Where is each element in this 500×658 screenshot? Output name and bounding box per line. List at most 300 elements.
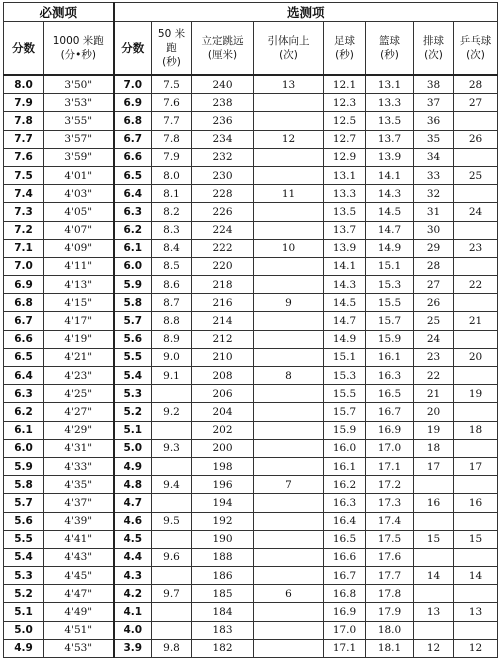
pull-up-cell: [254, 603, 324, 621]
header-score-right: 分数: [114, 22, 152, 76]
header-pull-up-text: 引体向上 (次): [267, 35, 310, 61]
pingpong-cell: [454, 585, 498, 603]
run50-cell: [152, 567, 192, 585]
pull-up-cell: 13: [254, 75, 324, 94]
pull-up-cell: [254, 512, 324, 530]
table-row: [4, 530, 498, 548]
run1000-cell: 4'29": [44, 421, 114, 439]
long-jump-cell: 234: [192, 130, 254, 148]
pingpong-cell: [454, 621, 498, 639]
column-header-row: [4, 22, 498, 76]
pingpong-cell: [454, 476, 498, 494]
long-jump-cell: 214: [192, 312, 254, 330]
run1000-cell: 4'53": [44, 639, 114, 657]
long-jump-cell: 238: [192, 94, 254, 112]
table-row: [4, 421, 498, 439]
pull-up-cell: [254, 567, 324, 585]
volleyball-cell: 18: [414, 439, 454, 457]
run1000-cell: 3'53": [44, 94, 114, 112]
long-jump-cell: 218: [192, 276, 254, 294]
run1000-cell: 4'33": [44, 457, 114, 475]
basketball-cell: 14.9: [366, 239, 414, 257]
run50-cell: 8.6: [152, 276, 192, 294]
pull-up-cell: [254, 112, 324, 130]
table-row: [4, 348, 498, 366]
pull-up-cell: 12: [254, 130, 324, 148]
score-cell: 6.5: [114, 166, 152, 184]
group-header-row: [4, 3, 498, 22]
run1000-cell: 3'57": [44, 130, 114, 148]
run1000-cell: 4'11": [44, 257, 114, 275]
header-volleyball: [414, 22, 454, 76]
volleyball-cell: 24: [414, 330, 454, 348]
score-cell: 4.1: [114, 603, 152, 621]
volleyball-cell: 16: [414, 494, 454, 512]
pingpong-cell: 18: [454, 421, 498, 439]
football-cell: 14.7: [324, 312, 366, 330]
run1000-cell: 4'25": [44, 385, 114, 403]
header-run1000-text: 1000 米跑 (分•秒): [52, 35, 104, 61]
pull-up-cell: 11: [254, 185, 324, 203]
score-cell: 8.0: [4, 75, 44, 94]
long-jump-cell: 192: [192, 512, 254, 530]
run50-cell: 9.3: [152, 439, 192, 457]
header-run50-text: 50 米 跑 (秒): [157, 28, 186, 68]
score-cell: 5.1: [114, 421, 152, 439]
score-cell: 6.0: [114, 257, 152, 275]
volleyball-cell: 33: [414, 166, 454, 184]
pull-up-cell: [254, 494, 324, 512]
football-cell: 17.1: [324, 639, 366, 657]
long-jump-cell: 212: [192, 330, 254, 348]
score-table: [3, 2, 498, 658]
table-row: [4, 294, 498, 312]
group-required: 必测项: [4, 3, 114, 22]
table-row: [4, 148, 498, 166]
long-jump-cell: 183: [192, 621, 254, 639]
table-row: [4, 385, 498, 403]
score-cell: 4.3: [114, 567, 152, 585]
score-cell: 5.3: [4, 567, 44, 585]
long-jump-cell: 220: [192, 257, 254, 275]
score-cell: 6.9: [4, 276, 44, 294]
score-cell: 7.9: [4, 94, 44, 112]
volleyball-cell: 34: [414, 148, 454, 166]
football-cell: 13.1: [324, 166, 366, 184]
run1000-cell: 4'01": [44, 166, 114, 184]
basketball-cell: 13.3: [366, 94, 414, 112]
basketball-cell: 17.8: [366, 585, 414, 603]
run50-cell: 8.1: [152, 185, 192, 203]
table-row: [4, 621, 498, 639]
long-jump-cell: 216: [192, 294, 254, 312]
score-cell: 5.6: [114, 330, 152, 348]
run50-cell: [152, 530, 192, 548]
long-jump-cell: 188: [192, 548, 254, 566]
score-cell: 5.8: [114, 294, 152, 312]
pull-up-cell: [254, 457, 324, 475]
football-cell: 12.7: [324, 130, 366, 148]
football-cell: 14.3: [324, 276, 366, 294]
basketball-cell: 16.3: [366, 367, 414, 385]
volleyball-cell: 23: [414, 348, 454, 366]
pingpong-cell: 24: [454, 203, 498, 221]
pingpong-cell: [454, 221, 498, 239]
basketball-cell: 13.1: [366, 75, 414, 94]
long-jump-cell: 190: [192, 530, 254, 548]
table-row: [4, 585, 498, 603]
run1000-cell: 4'41": [44, 530, 114, 548]
long-jump-cell: 224: [192, 221, 254, 239]
header-basketball: [366, 22, 414, 76]
pingpong-cell: [454, 367, 498, 385]
score-cell: 4.8: [114, 476, 152, 494]
run50-cell: 8.8: [152, 312, 192, 330]
long-jump-cell: 236: [192, 112, 254, 130]
long-jump-cell: 200: [192, 439, 254, 457]
header-pull-up: [254, 22, 324, 76]
basketball-cell: 17.6: [366, 548, 414, 566]
long-jump-cell: 198: [192, 457, 254, 475]
pingpong-cell: [454, 548, 498, 566]
run50-cell: 7.5: [152, 75, 192, 94]
run1000-cell: 3'50": [44, 75, 114, 94]
basketball-cell: 17.1: [366, 457, 414, 475]
volleyball-cell: 30: [414, 221, 454, 239]
basketball-cell: 16.7: [366, 403, 414, 421]
pingpong-cell: 26: [454, 130, 498, 148]
table-row: [4, 330, 498, 348]
score-cell: 6.6: [114, 148, 152, 166]
pingpong-cell: [454, 294, 498, 312]
run1000-cell: 4'49": [44, 603, 114, 621]
run1000-cell: 4'35": [44, 476, 114, 494]
table-row: [4, 130, 498, 148]
basketball-cell: 17.5: [366, 530, 414, 548]
header-long-jump-text: 立定跳远 (厘米): [201, 35, 244, 61]
table-row: [4, 457, 498, 475]
score-cell: 6.2: [114, 221, 152, 239]
pull-up-cell: [254, 312, 324, 330]
football-cell: 12.1: [324, 75, 366, 94]
basketball-cell: 15.5: [366, 294, 414, 312]
volleyball-cell: 15: [414, 530, 454, 548]
pull-up-cell: [254, 257, 324, 275]
score-cell: 7.7: [4, 130, 44, 148]
header-run50: [152, 22, 192, 76]
football-cell: 16.5: [324, 530, 366, 548]
long-jump-cell: 226: [192, 203, 254, 221]
table-row: [4, 567, 498, 585]
score-cell: 7.6: [4, 148, 44, 166]
header-basketball-text: 篮球 (秒): [379, 35, 401, 61]
pull-up-cell: [254, 530, 324, 548]
basketball-cell: 17.7: [366, 567, 414, 585]
football-cell: 14.1: [324, 257, 366, 275]
header-score-left: 分数: [4, 22, 44, 76]
score-cell: 5.6: [4, 512, 44, 530]
score-cell: 5.2: [4, 585, 44, 603]
pingpong-cell: 21: [454, 312, 498, 330]
long-jump-cell: 210: [192, 348, 254, 366]
score-cell: 6.7: [114, 130, 152, 148]
run50-cell: [152, 385, 192, 403]
pingpong-cell: [454, 257, 498, 275]
pingpong-cell: 13: [454, 603, 498, 621]
long-jump-cell: 232: [192, 148, 254, 166]
score-cell: 7.2: [4, 221, 44, 239]
long-jump-cell: 240: [192, 75, 254, 94]
basketball-cell: 15.3: [366, 276, 414, 294]
pingpong-cell: [454, 148, 498, 166]
volleyball-cell: 14: [414, 567, 454, 585]
long-jump-cell: 184: [192, 603, 254, 621]
football-cell: 13.7: [324, 221, 366, 239]
long-jump-cell: 230: [192, 166, 254, 184]
run1000-cell: 4'31": [44, 439, 114, 457]
run50-cell: 9.0: [152, 348, 192, 366]
score-cell: 5.3: [114, 385, 152, 403]
pingpong-cell: 14: [454, 567, 498, 585]
table-row: [4, 639, 498, 657]
football-cell: 14.5: [324, 294, 366, 312]
pull-up-cell: [254, 276, 324, 294]
run50-cell: [152, 603, 192, 621]
pull-up-cell: [254, 94, 324, 112]
pull-up-cell: [254, 385, 324, 403]
run50-cell: 7.8: [152, 130, 192, 148]
pull-up-cell: [254, 348, 324, 366]
run50-cell: 9.7: [152, 585, 192, 603]
football-cell: 12.3: [324, 94, 366, 112]
run50-cell: 7.6: [152, 94, 192, 112]
basketball-cell: 14.3: [366, 185, 414, 203]
football-cell: 15.3: [324, 367, 366, 385]
football-cell: 16.8: [324, 585, 366, 603]
run50-cell: 9.1: [152, 367, 192, 385]
pingpong-cell: [454, 403, 498, 421]
volleyball-cell: 20: [414, 403, 454, 421]
volleyball-cell: [414, 585, 454, 603]
volleyball-cell: 38: [414, 75, 454, 94]
score-cell: 5.0: [114, 439, 152, 457]
basketball-cell: 16.9: [366, 421, 414, 439]
table-row: [4, 476, 498, 494]
basketball-cell: 18.1: [366, 639, 414, 657]
table-row: [4, 185, 498, 203]
run50-cell: 7.7: [152, 112, 192, 130]
score-cell: 6.3: [114, 203, 152, 221]
score-cell: 6.7: [4, 312, 44, 330]
run1000-cell: 4'37": [44, 494, 114, 512]
long-jump-cell: 194: [192, 494, 254, 512]
volleyball-cell: 21: [414, 385, 454, 403]
run1000-cell: 4'13": [44, 276, 114, 294]
run50-cell: 9.5: [152, 512, 192, 530]
pull-up-cell: [254, 421, 324, 439]
basketball-cell: 17.9: [366, 603, 414, 621]
basketball-cell: 17.2: [366, 476, 414, 494]
header-football-text: 足球 (秒): [334, 35, 356, 61]
run50-cell: [152, 621, 192, 639]
football-cell: 15.5: [324, 385, 366, 403]
basketball-cell: 14.1: [366, 166, 414, 184]
score-cell: 4.7: [114, 494, 152, 512]
table-row: [4, 367, 498, 385]
long-jump-cell: 196: [192, 476, 254, 494]
run1000-cell: 4'51": [44, 621, 114, 639]
volleyball-cell: 29: [414, 239, 454, 257]
run50-cell: 8.3: [152, 221, 192, 239]
table-row: [4, 75, 498, 94]
basketball-cell: 18.0: [366, 621, 414, 639]
volleyball-cell: 25: [414, 312, 454, 330]
score-cell: 5.7: [4, 494, 44, 512]
score-cell: 5.0: [4, 621, 44, 639]
table-row: [4, 257, 498, 275]
score-cell: 4.9: [114, 457, 152, 475]
run50-cell: 8.4: [152, 239, 192, 257]
football-cell: 16.7: [324, 567, 366, 585]
football-cell: 15.1: [324, 348, 366, 366]
run1000-cell: 4'21": [44, 348, 114, 366]
header-volleyball-text: 排球 (次): [423, 35, 445, 61]
score-cell: 6.6: [4, 330, 44, 348]
pingpong-cell: [454, 185, 498, 203]
pull-up-cell: [254, 621, 324, 639]
pull-up-cell: [254, 439, 324, 457]
score-cell: 6.8: [114, 112, 152, 130]
group-optional: 选测项: [114, 3, 498, 22]
long-jump-cell: 182: [192, 639, 254, 657]
score-cell: 4.5: [114, 530, 152, 548]
score-cell: 5.9: [114, 276, 152, 294]
run50-cell: 8.0: [152, 166, 192, 184]
football-cell: 16.9: [324, 603, 366, 621]
run50-cell: 9.6: [152, 548, 192, 566]
pull-up-cell: [254, 330, 324, 348]
long-jump-cell: 206: [192, 385, 254, 403]
pull-up-cell: [254, 221, 324, 239]
pull-up-cell: [254, 548, 324, 566]
run1000-cell: 4'17": [44, 312, 114, 330]
pingpong-cell: 23: [454, 239, 498, 257]
volleyball-cell: 32: [414, 185, 454, 203]
run50-cell: 7.9: [152, 148, 192, 166]
run50-cell: [152, 457, 192, 475]
score-cell: 4.0: [114, 621, 152, 639]
pull-up-cell: [254, 166, 324, 184]
basketball-cell: 15.9: [366, 330, 414, 348]
pull-up-cell: 9: [254, 294, 324, 312]
basketball-cell: 17.0: [366, 439, 414, 457]
football-cell: 16.0: [324, 439, 366, 457]
run50-cell: 9.4: [152, 476, 192, 494]
run1000-cell: 4'15": [44, 294, 114, 312]
table-row: [4, 312, 498, 330]
long-jump-cell: 202: [192, 421, 254, 439]
score-cell: 5.5: [4, 530, 44, 548]
run1000-cell: 4'07": [44, 221, 114, 239]
table-row: [4, 603, 498, 621]
volleyball-cell: 27: [414, 276, 454, 294]
score-cell: 4.4: [114, 548, 152, 566]
run1000-cell: 3'55": [44, 112, 114, 130]
header-pingpong-text: 乒乓球 (次): [459, 35, 492, 61]
basketball-cell: 16.1: [366, 348, 414, 366]
football-cell: 16.6: [324, 548, 366, 566]
score-cell: 5.1: [4, 603, 44, 621]
volleyball-cell: 37: [414, 94, 454, 112]
volleyball-cell: [414, 512, 454, 530]
basketball-cell: 13.7: [366, 130, 414, 148]
pingpong-cell: [454, 439, 498, 457]
score-cell: 7.0: [4, 257, 44, 275]
run1000-cell: 4'03": [44, 185, 114, 203]
pingpong-cell: 27: [454, 94, 498, 112]
pull-up-cell: [254, 148, 324, 166]
volleyball-cell: [414, 548, 454, 566]
score-cell: 7.3: [4, 203, 44, 221]
pingpong-cell: 22: [454, 276, 498, 294]
header-football: [324, 22, 366, 76]
basketball-cell: 15.7: [366, 312, 414, 330]
header-long-jump: [192, 22, 254, 76]
basketball-cell: 13.9: [366, 148, 414, 166]
long-jump-cell: 204: [192, 403, 254, 421]
pull-up-cell: [254, 403, 324, 421]
football-cell: 16.4: [324, 512, 366, 530]
football-cell: 12.9: [324, 148, 366, 166]
run50-cell: 8.5: [152, 257, 192, 275]
score-cell: 4.2: [114, 585, 152, 603]
score-cell: 5.8: [4, 476, 44, 494]
run1000-cell: 3'59": [44, 148, 114, 166]
pingpong-cell: 17: [454, 457, 498, 475]
pingpong-cell: [454, 512, 498, 530]
basketball-cell: 14.5: [366, 203, 414, 221]
volleyball-cell: 26: [414, 294, 454, 312]
score-cell: 3.9: [114, 639, 152, 657]
long-jump-cell: 208: [192, 367, 254, 385]
pingpong-cell: 20: [454, 348, 498, 366]
pingpong-cell: 19: [454, 385, 498, 403]
volleyball-cell: 17: [414, 457, 454, 475]
run50-cell: 8.7: [152, 294, 192, 312]
basketball-cell: 17.4: [366, 512, 414, 530]
long-jump-cell: 185: [192, 585, 254, 603]
football-cell: 16.3: [324, 494, 366, 512]
volleyball-cell: 12: [414, 639, 454, 657]
basketball-cell: 13.5: [366, 112, 414, 130]
score-cell: 6.9: [114, 94, 152, 112]
pingpong-cell: 12: [454, 639, 498, 657]
table-row: [4, 403, 498, 421]
volleyball-cell: 19: [414, 421, 454, 439]
table-row: [4, 221, 498, 239]
table-row: [4, 94, 498, 112]
score-cell: 6.2: [4, 403, 44, 421]
table-row: [4, 276, 498, 294]
table-row: [4, 203, 498, 221]
table-row: [4, 494, 498, 512]
run1000-cell: 4'39": [44, 512, 114, 530]
run50-cell: 9.8: [152, 639, 192, 657]
run50-cell: 8.2: [152, 203, 192, 221]
run1000-cell: 4'27": [44, 403, 114, 421]
volleyball-cell: 22: [414, 367, 454, 385]
basketball-cell: 15.1: [366, 257, 414, 275]
